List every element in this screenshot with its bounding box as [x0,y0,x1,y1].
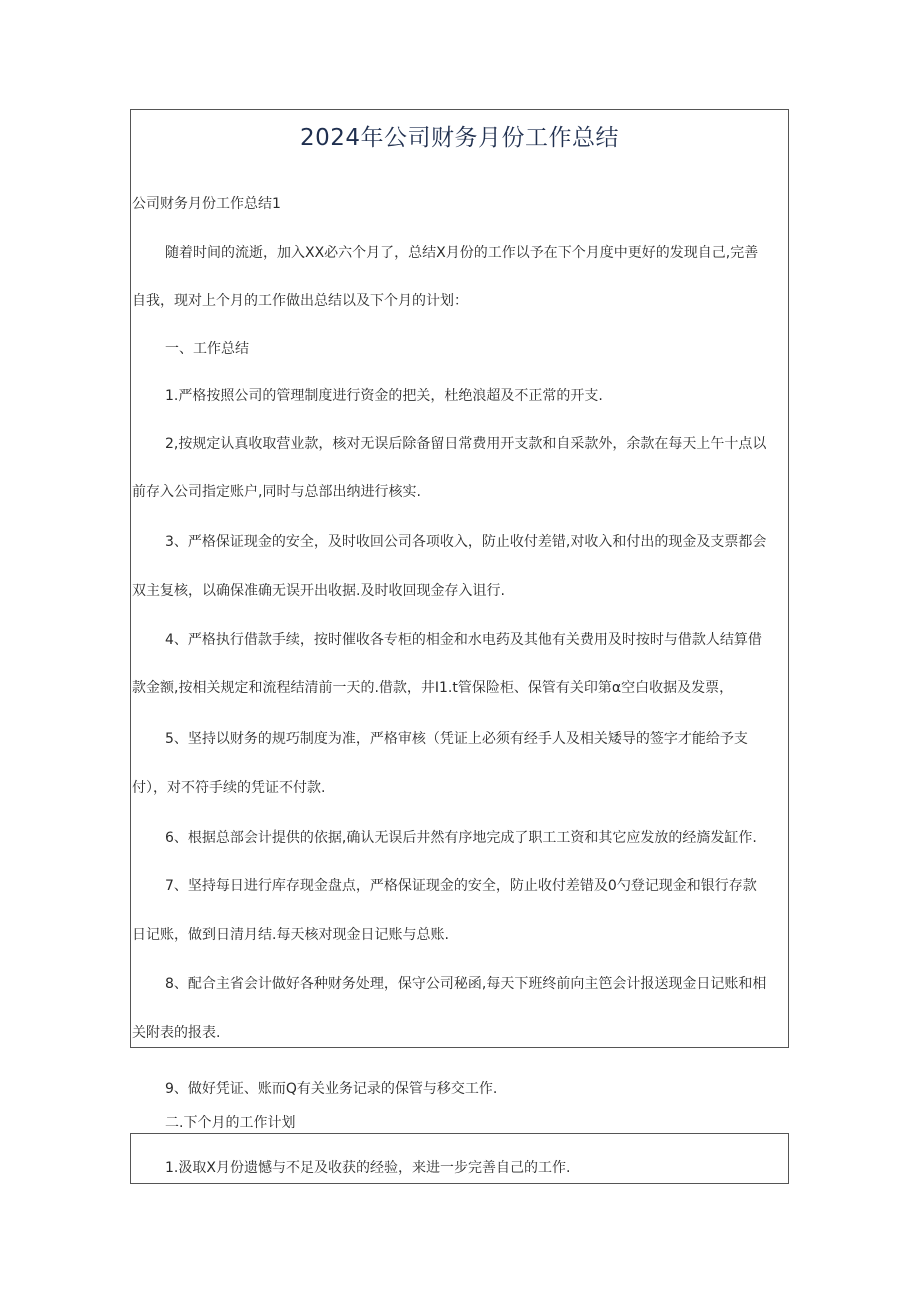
list-item-continued: 关附表的报表. [132,1025,221,1041]
list-item-continued: 款金额,按相关规定和流程结清前一天的.借款，井I1.t管保险柜、保管有关印第α空白收据及发票， [132,680,734,696]
document-title: 2024年公司财务月份工作总结 [299,125,620,151]
subsection-heading: 一、工作总结 [165,341,249,357]
list-item-continued: 日记账，做到日清月结.每天核对现金日记账与总账. [132,927,449,943]
list-item: 6、根据总部会计提供的依据,确认无误后井然有序地完成了职工工资和其它应发放的经旖发缸作. [165,830,757,846]
list-item: 9、做好凭证、账而Q有关业务记录的保管与移交工作. [165,1081,498,1097]
list-item: 3、严格保证现金的安全，及时收回公司各项收入，防止收付差错,对收入和付出的现金及支票都会 [165,534,767,550]
paragraph-line: 随着时间的流逝，加入XX必六个月了，总结X月份的工作以予在下个月度中更好的发现自己,完善 [165,245,759,261]
list-item: 7、坚持每日进行库存现金盘点，严格保证现金的安全，防止收付差错及0勺登记现金和银行存款 [165,878,757,894]
list-item: 1.严格按照公司的管理制度进行资金的把关，杜绝浪超及不正常的开支. [165,388,603,404]
list-item: 8、配合主省会计做好各种财务处理，保守公司秘函,每天下班终前向主笆会计报送现金日记账和相 [165,976,767,992]
list-item: 5、坚持以财务的规巧制度为准，严格审核（凭证上必须有经手人及相关矮导的签字才能给予支 [165,731,748,747]
list-item-continued: 前存入公司指定账户,同时与总部出纳进行核实. [132,484,421,500]
list-item: 4、严格执行借款手续，按时催收各专柜的相金和水电药及其他有关费用及时按时与借款人结算借 [165,632,762,648]
paragraph-line: 自我，现对上个月的工作做出总结以及下个月的计划： [132,293,468,309]
subsection-heading: 二.下个月的工作计划 [165,1115,296,1131]
list-item: 1.汲取X月份遗憾与不足及收获的经验，来进一步完善自己的工作. [165,1160,571,1176]
list-item-continued: 双主复核，以确保准确无误开出收据.及时收回现金存入诅行. [132,583,505,599]
section-heading: 公司财务月份工作总结1 [132,196,281,212]
list-item-continued: 付），对不符手续的凭证不付款. [132,780,326,796]
list-item: 2,按规定认真收取营业款，核对无误后除备留日常费用开支款和自采款外，余款在每天上午十点以 [165,436,767,452]
